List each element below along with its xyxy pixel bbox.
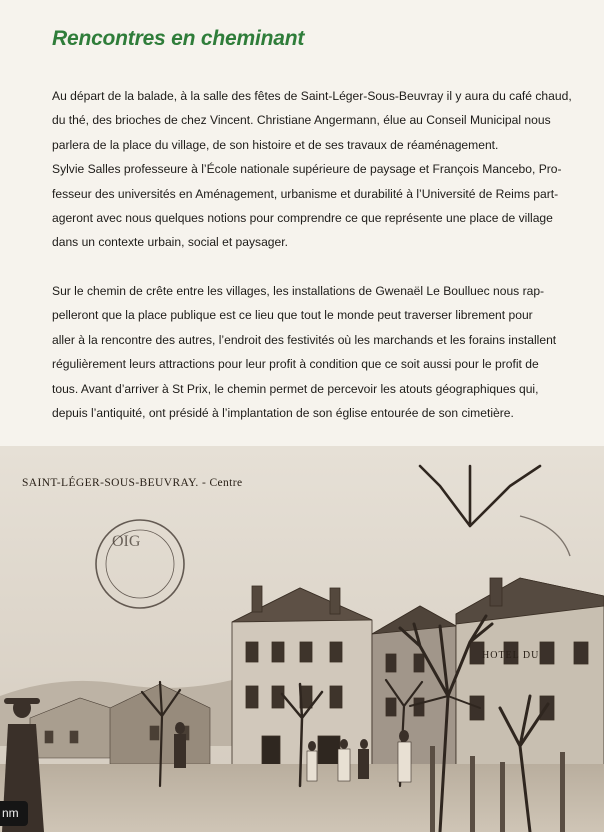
paragraph-line: pelleront que la place publique est ce lieu que tout le monde peut traverser librement pour bbox=[52, 308, 533, 323]
photo-caption: SAINT-LÉGER-SOUS-BEUVRAY. - Centre bbox=[22, 477, 243, 489]
paragraph-line: régulièrement leurs attractions pour leur profit à condition que ce soit aussi pour le profit de bbox=[52, 357, 539, 372]
paragraph-line: du thé, des brioches de chez Vincent. Christiane Angermann, élue au Conseil Municipal nous bbox=[52, 113, 551, 128]
paragraph-line: dans un contexte urbain, social et paysager. bbox=[52, 235, 288, 250]
paragraph-line: fesseur des universités en Aménagement, urbanisme et durabilité à l’Université de Reims part- bbox=[52, 186, 559, 201]
paragraph-line: ageront avec nous quelques notions pour comprendre ce que représente une place de village bbox=[52, 211, 553, 226]
paragraph-1 bbox=[52, 84, 581, 255]
paragraph-line: depuis l’antiquité, ont présidé à l’implantation de son église entourée de son cimetière. bbox=[52, 406, 514, 421]
article-title: Rencontres en cheminant bbox=[52, 27, 305, 50]
paragraph-line: Sylvie Salles professeure à l’École nationale supérieure de paysage et François Mancebo, Pro- bbox=[52, 162, 562, 177]
hotel-building bbox=[456, 578, 604, 776]
vintage-postcard-photo bbox=[0, 446, 604, 832]
paragraph-line: parlera de la place du village, de son histoire et de ses travaux de réaménagement. bbox=[52, 137, 499, 152]
hotel-sign: HOTEL DU bbox=[482, 650, 540, 661]
paragraph-line: Au départ de la balade, à la salle des fêtes de Saint-Léger-Sous-Beuvray il y aura du café chaud, bbox=[52, 89, 572, 103]
postmark-text: OIG bbox=[112, 533, 141, 550]
paragraph-line: tous. Avant d’arriver à St Prix, le chemin permet de percevoir les atouts géographiques qui, bbox=[52, 381, 539, 396]
paragraph-line: Sur le chemin de crête entre les villages, les installations de Gwenaël Le Boulluec nous rap- bbox=[52, 284, 545, 298]
street bbox=[0, 764, 604, 832]
zoom-badge[interactable]: nm bbox=[0, 801, 28, 826]
paragraph-2 bbox=[52, 279, 581, 425]
paragraph-line: aller à la rencontre des autres, l’endroit des festivités où les marchands et les forains installent bbox=[52, 332, 557, 347]
